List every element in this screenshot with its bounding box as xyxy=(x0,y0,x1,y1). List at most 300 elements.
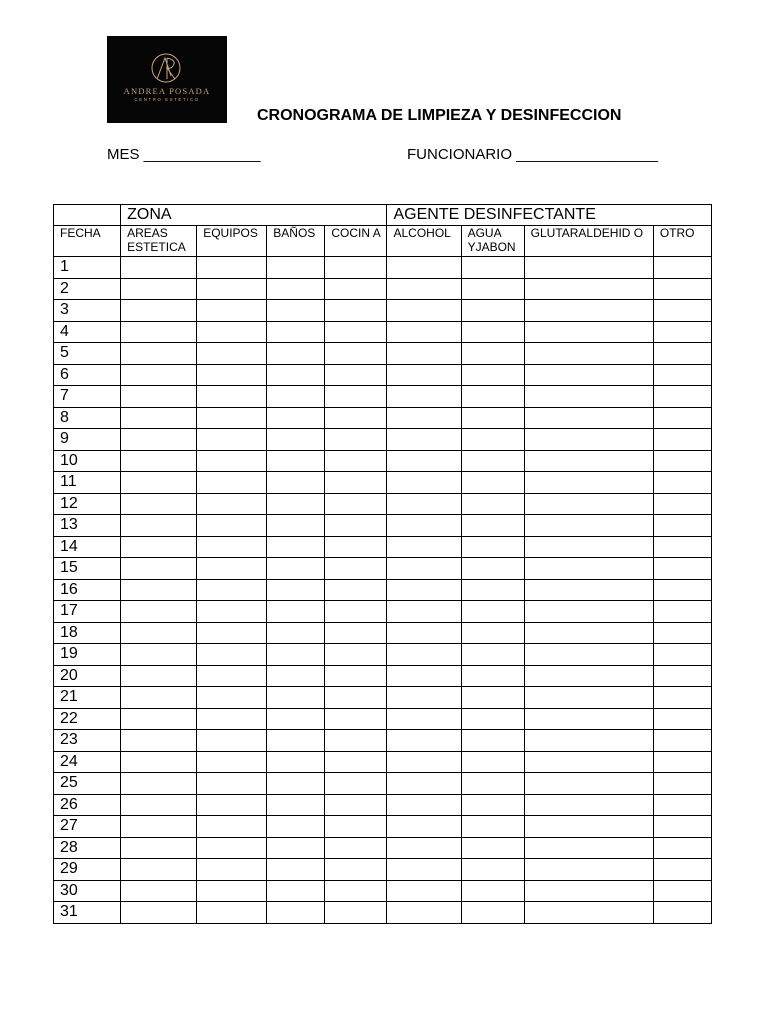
glutaraldehido-cell xyxy=(524,601,653,623)
day-number-cell: 24 xyxy=(54,751,121,773)
table-row xyxy=(54,708,712,730)
otro-cell xyxy=(653,644,711,666)
agua-jabon-cell xyxy=(461,407,524,429)
cocina-cell xyxy=(325,644,387,666)
areas-estetica-cell xyxy=(121,429,197,451)
agua-jabon-cell xyxy=(461,773,524,795)
day-number-cell: 13 xyxy=(54,515,121,537)
otro-cell xyxy=(653,429,711,451)
areas-estetica-cell xyxy=(121,816,197,838)
agua-jabon-cell xyxy=(461,751,524,773)
alcohol-cell xyxy=(387,644,461,666)
areas-estetica-cell xyxy=(121,644,197,666)
cocina-cell xyxy=(325,429,387,451)
otro-cell xyxy=(653,773,711,795)
glutaraldehido-cell xyxy=(524,859,653,881)
day-number-cell: 14 xyxy=(54,536,121,558)
cleaning-schedule-table xyxy=(53,204,712,924)
day-number-cell: 4 xyxy=(54,321,121,343)
agua-jabon-cell xyxy=(461,536,524,558)
banos-cell xyxy=(267,407,325,429)
agua-jabon-cell xyxy=(461,278,524,300)
cocina-cell xyxy=(325,837,387,859)
banos-cell xyxy=(267,493,325,515)
table-row xyxy=(54,622,712,644)
agua-jabon-cell xyxy=(461,364,524,386)
group-header-row xyxy=(54,205,712,226)
equipos-cell xyxy=(197,257,267,279)
alcohol-cell xyxy=(387,902,461,924)
table-row xyxy=(54,730,712,752)
alcohol-cell xyxy=(387,837,461,859)
banos-cell xyxy=(267,880,325,902)
col-header-equipos: EQUIPOS xyxy=(197,226,267,257)
banos-cell xyxy=(267,386,325,408)
day-number-cell: 18 xyxy=(54,622,121,644)
areas-estetica-cell xyxy=(121,343,197,365)
table-row xyxy=(54,558,712,580)
agua-jabon-cell xyxy=(461,708,524,730)
cocina-cell xyxy=(325,902,387,924)
equipos-cell xyxy=(197,515,267,537)
otro-cell xyxy=(653,407,711,429)
otro-cell xyxy=(653,558,711,580)
otro-cell xyxy=(653,300,711,322)
agua-jabon-cell xyxy=(461,300,524,322)
equipos-cell xyxy=(197,450,267,472)
glutaraldehido-cell xyxy=(524,816,653,838)
table-row xyxy=(54,386,712,408)
equipos-cell xyxy=(197,429,267,451)
logo-brand-subtitle: CENTRO ESTETICO xyxy=(134,97,200,102)
equipos-cell xyxy=(197,730,267,752)
table-row xyxy=(54,257,712,279)
otro-cell xyxy=(653,794,711,816)
alcohol-cell xyxy=(387,450,461,472)
glutaraldehido-cell xyxy=(524,321,653,343)
table-row xyxy=(54,816,712,838)
glutaraldehido-cell xyxy=(524,343,653,365)
table-row xyxy=(54,536,712,558)
otro-cell xyxy=(653,493,711,515)
alcohol-cell xyxy=(387,708,461,730)
cocina-cell xyxy=(325,794,387,816)
areas-estetica-cell xyxy=(121,321,197,343)
agua-jabon-cell xyxy=(461,665,524,687)
day-number-cell: 20 xyxy=(54,665,121,687)
glutaraldehido-cell xyxy=(524,493,653,515)
table-row xyxy=(54,880,712,902)
glutaraldehido-cell xyxy=(524,386,653,408)
alcohol-cell xyxy=(387,515,461,537)
glutaraldehido-cell xyxy=(524,880,653,902)
otro-cell xyxy=(653,579,711,601)
cocina-cell xyxy=(325,665,387,687)
cocina-cell xyxy=(325,472,387,494)
glutaraldehido-cell xyxy=(524,773,653,795)
areas-estetica-cell xyxy=(121,880,197,902)
banos-cell xyxy=(267,601,325,623)
areas-estetica-cell xyxy=(121,601,197,623)
cocina-cell xyxy=(325,300,387,322)
agua-jabon-cell xyxy=(461,837,524,859)
agua-jabon-cell xyxy=(461,859,524,881)
glutaraldehido-cell xyxy=(524,622,653,644)
areas-estetica-cell xyxy=(121,278,197,300)
alcohol-cell xyxy=(387,278,461,300)
banos-cell xyxy=(267,364,325,386)
banos-cell xyxy=(267,343,325,365)
alcohol-cell xyxy=(387,472,461,494)
alcohol-cell xyxy=(387,579,461,601)
day-number-cell: 12 xyxy=(54,493,121,515)
table-row xyxy=(54,407,712,429)
col-header-otro: OTRO xyxy=(653,226,711,257)
otro-cell xyxy=(653,622,711,644)
banos-cell xyxy=(267,429,325,451)
alcohol-cell xyxy=(387,794,461,816)
otro-cell xyxy=(653,364,711,386)
equipos-cell xyxy=(197,343,267,365)
equipos-cell xyxy=(197,493,267,515)
otro-cell xyxy=(653,708,711,730)
agua-jabon-cell xyxy=(461,687,524,709)
table-row xyxy=(54,515,712,537)
banos-cell xyxy=(267,321,325,343)
glutaraldehido-cell xyxy=(524,751,653,773)
col-header-alcohol: ALCOHOL xyxy=(387,226,461,257)
otro-cell xyxy=(653,321,711,343)
glutaraldehido-cell xyxy=(524,644,653,666)
banos-cell xyxy=(267,708,325,730)
col-header-glutaraldehido: GLUTARALDEHID O xyxy=(524,226,653,257)
group-header-zona: ZONA xyxy=(121,205,387,226)
col-header-cocina: COCIN A xyxy=(325,226,387,257)
banos-cell xyxy=(267,450,325,472)
day-number-cell: 25 xyxy=(54,773,121,795)
table-row xyxy=(54,343,712,365)
cocina-cell xyxy=(325,880,387,902)
day-number-cell: 10 xyxy=(54,450,121,472)
equipos-cell xyxy=(197,902,267,924)
cocina-cell xyxy=(325,601,387,623)
day-number-cell: 29 xyxy=(54,859,121,881)
table-row xyxy=(54,751,712,773)
alcohol-cell xyxy=(387,880,461,902)
equipos-cell xyxy=(197,665,267,687)
alcohol-cell xyxy=(387,773,461,795)
agua-jabon-cell xyxy=(461,558,524,580)
agua-jabon-cell xyxy=(461,579,524,601)
equipos-cell xyxy=(197,321,267,343)
otro-cell xyxy=(653,450,711,472)
day-number-cell: 2 xyxy=(54,278,121,300)
agua-jabon-cell xyxy=(461,450,524,472)
equipos-cell xyxy=(197,687,267,709)
day-number-cell: 21 xyxy=(54,687,121,709)
alcohol-cell xyxy=(387,816,461,838)
glutaraldehido-cell xyxy=(524,278,653,300)
areas-estetica-cell xyxy=(121,837,197,859)
cocina-cell xyxy=(325,493,387,515)
otro-cell xyxy=(653,880,711,902)
equipos-cell xyxy=(197,859,267,881)
banos-cell xyxy=(267,536,325,558)
areas-estetica-cell xyxy=(121,708,197,730)
agua-jabon-cell xyxy=(461,472,524,494)
agua-jabon-cell xyxy=(461,902,524,924)
equipos-cell xyxy=(197,558,267,580)
glutaraldehido-cell xyxy=(524,558,653,580)
day-number-cell: 27 xyxy=(54,816,121,838)
day-number-cell: 19 xyxy=(54,644,121,666)
day-number-cell: 23 xyxy=(54,730,121,752)
table-row xyxy=(54,902,712,924)
areas-estetica-cell xyxy=(121,558,197,580)
agua-jabon-cell xyxy=(461,816,524,838)
cocina-cell xyxy=(325,773,387,795)
banos-cell xyxy=(267,579,325,601)
table-row xyxy=(54,859,712,881)
areas-estetica-cell xyxy=(121,730,197,752)
agua-jabon-cell xyxy=(461,644,524,666)
otro-cell xyxy=(653,472,711,494)
areas-estetica-cell xyxy=(121,859,197,881)
brand-logo xyxy=(107,36,227,123)
alcohol-cell xyxy=(387,622,461,644)
equipos-cell xyxy=(197,536,267,558)
equipos-cell xyxy=(197,407,267,429)
equipos-cell xyxy=(197,794,267,816)
otro-cell xyxy=(653,536,711,558)
equipos-cell xyxy=(197,773,267,795)
day-number-cell: 6 xyxy=(54,364,121,386)
banos-cell xyxy=(267,751,325,773)
day-number-cell: 22 xyxy=(54,708,121,730)
cocina-cell xyxy=(325,622,387,644)
glutaraldehido-cell xyxy=(524,902,653,924)
agua-jabon-cell xyxy=(461,730,524,752)
banos-cell xyxy=(267,515,325,537)
banos-cell xyxy=(267,773,325,795)
alcohol-cell xyxy=(387,859,461,881)
glutaraldehido-cell xyxy=(524,515,653,537)
alcohol-cell xyxy=(387,364,461,386)
glutaraldehido-cell xyxy=(524,300,653,322)
day-number-cell: 16 xyxy=(54,579,121,601)
glutaraldehido-cell xyxy=(524,794,653,816)
cocina-cell xyxy=(325,450,387,472)
equipos-cell xyxy=(197,880,267,902)
otro-cell xyxy=(653,665,711,687)
glutaraldehido-cell xyxy=(524,364,653,386)
agua-jabon-cell xyxy=(461,321,524,343)
alcohol-cell xyxy=(387,321,461,343)
glutaraldehido-cell xyxy=(524,407,653,429)
cocina-cell xyxy=(325,515,387,537)
glutaraldehido-cell xyxy=(524,687,653,709)
cocina-cell xyxy=(325,536,387,558)
alcohol-cell xyxy=(387,300,461,322)
areas-estetica-cell xyxy=(121,450,197,472)
equipos-cell xyxy=(197,708,267,730)
day-number-cell: 15 xyxy=(54,558,121,580)
banos-cell xyxy=(267,644,325,666)
banos-cell xyxy=(267,730,325,752)
glutaraldehido-cell xyxy=(524,450,653,472)
areas-estetica-cell xyxy=(121,687,197,709)
alcohol-cell xyxy=(387,429,461,451)
otro-cell xyxy=(653,257,711,279)
areas-estetica-cell xyxy=(121,622,197,644)
day-number-cell: 17 xyxy=(54,601,121,623)
areas-estetica-cell xyxy=(121,902,197,924)
banos-cell xyxy=(267,837,325,859)
areas-estetica-cell xyxy=(121,665,197,687)
equipos-cell xyxy=(197,622,267,644)
banos-cell xyxy=(267,665,325,687)
equipos-cell xyxy=(197,601,267,623)
areas-estetica-cell xyxy=(121,472,197,494)
col-header-banos: BAÑOS xyxy=(267,226,325,257)
col-header-agua-jabon: AGUA YJABON xyxy=(461,226,524,257)
cocina-cell xyxy=(325,386,387,408)
equipos-cell xyxy=(197,386,267,408)
table-row xyxy=(54,429,712,451)
alcohol-cell xyxy=(387,257,461,279)
group-header-blank xyxy=(54,205,121,226)
alcohol-cell xyxy=(387,687,461,709)
cocina-cell xyxy=(325,859,387,881)
col-header-areas-estetica: AREAS ESTETICA xyxy=(121,226,197,257)
equipos-cell xyxy=(197,364,267,386)
alcohol-cell xyxy=(387,343,461,365)
table-row xyxy=(54,579,712,601)
agua-jabon-cell xyxy=(461,622,524,644)
group-header-agente: AGENTE DESINFECTANTE xyxy=(387,205,712,226)
cocina-cell xyxy=(325,278,387,300)
col-header-fecha: FECHA xyxy=(54,226,121,257)
day-number-cell: 8 xyxy=(54,407,121,429)
alcohol-cell xyxy=(387,665,461,687)
banos-cell xyxy=(267,902,325,924)
glutaraldehido-cell xyxy=(524,536,653,558)
glutaraldehido-cell xyxy=(524,665,653,687)
table-row xyxy=(54,278,712,300)
alcohol-cell xyxy=(387,751,461,773)
otro-cell xyxy=(653,343,711,365)
banos-cell xyxy=(267,257,325,279)
agua-jabon-cell xyxy=(461,601,524,623)
areas-estetica-cell xyxy=(121,773,197,795)
day-number-cell: 9 xyxy=(54,429,121,451)
cocina-cell xyxy=(325,816,387,838)
table-row xyxy=(54,601,712,623)
equipos-cell xyxy=(197,579,267,601)
table-row xyxy=(54,837,712,859)
document-title: CRONOGRAMA DE LIMPIEZA Y DESINFECCION xyxy=(257,107,622,124)
day-number-cell: 26 xyxy=(54,794,121,816)
banos-cell xyxy=(267,859,325,881)
day-number-cell: 11 xyxy=(54,472,121,494)
banos-cell xyxy=(267,472,325,494)
areas-estetica-cell xyxy=(121,751,197,773)
table-row xyxy=(54,493,712,515)
glutaraldehido-cell xyxy=(524,429,653,451)
logo-monogram-icon xyxy=(107,36,227,123)
cocina-cell xyxy=(325,730,387,752)
glutaraldehido-cell xyxy=(524,708,653,730)
glutaraldehido-cell xyxy=(524,579,653,601)
glutaraldehido-cell xyxy=(524,730,653,752)
table-row xyxy=(54,665,712,687)
alcohol-cell xyxy=(387,407,461,429)
equipos-cell xyxy=(197,644,267,666)
agua-jabon-cell xyxy=(461,257,524,279)
areas-estetica-cell xyxy=(121,300,197,322)
banos-cell xyxy=(267,558,325,580)
banos-cell xyxy=(267,278,325,300)
equipos-cell xyxy=(197,300,267,322)
equipos-cell xyxy=(197,751,267,773)
logo-brand-name: ANDREA POSADA xyxy=(123,86,211,96)
table-row xyxy=(54,794,712,816)
banos-cell xyxy=(267,794,325,816)
table-row xyxy=(54,450,712,472)
cocina-cell xyxy=(325,407,387,429)
table-row xyxy=(54,300,712,322)
agua-jabon-cell xyxy=(461,794,524,816)
mes-field: MES ______________ xyxy=(107,146,261,163)
day-number-cell: 1 xyxy=(54,257,121,279)
day-number-cell: 3 xyxy=(54,300,121,322)
otro-cell xyxy=(653,687,711,709)
cocina-cell xyxy=(325,708,387,730)
areas-estetica-cell xyxy=(121,536,197,558)
agua-jabon-cell xyxy=(461,515,524,537)
areas-estetica-cell xyxy=(121,386,197,408)
table-row xyxy=(54,364,712,386)
funcionario-field: FUNCIONARIO _________________ xyxy=(407,146,658,163)
banos-cell xyxy=(267,622,325,644)
alcohol-cell xyxy=(387,558,461,580)
areas-estetica-cell xyxy=(121,515,197,537)
areas-estetica-cell xyxy=(121,257,197,279)
day-number-cell: 5 xyxy=(54,343,121,365)
alcohol-cell xyxy=(387,601,461,623)
otro-cell xyxy=(653,837,711,859)
otro-cell xyxy=(653,601,711,623)
alcohol-cell xyxy=(387,730,461,752)
column-header-row xyxy=(54,226,712,257)
glutaraldehido-cell xyxy=(524,472,653,494)
table-row xyxy=(54,773,712,795)
alcohol-cell xyxy=(387,536,461,558)
areas-estetica-cell xyxy=(121,364,197,386)
agua-jabon-cell xyxy=(461,343,524,365)
otro-cell xyxy=(653,278,711,300)
banos-cell xyxy=(267,687,325,709)
day-number-cell: 30 xyxy=(54,880,121,902)
day-number-cell: 31 xyxy=(54,902,121,924)
otro-cell xyxy=(653,386,711,408)
areas-estetica-cell xyxy=(121,794,197,816)
day-number-cell: 28 xyxy=(54,837,121,859)
banos-cell xyxy=(267,300,325,322)
areas-estetica-cell xyxy=(121,493,197,515)
otro-cell xyxy=(653,730,711,752)
table-row xyxy=(54,472,712,494)
